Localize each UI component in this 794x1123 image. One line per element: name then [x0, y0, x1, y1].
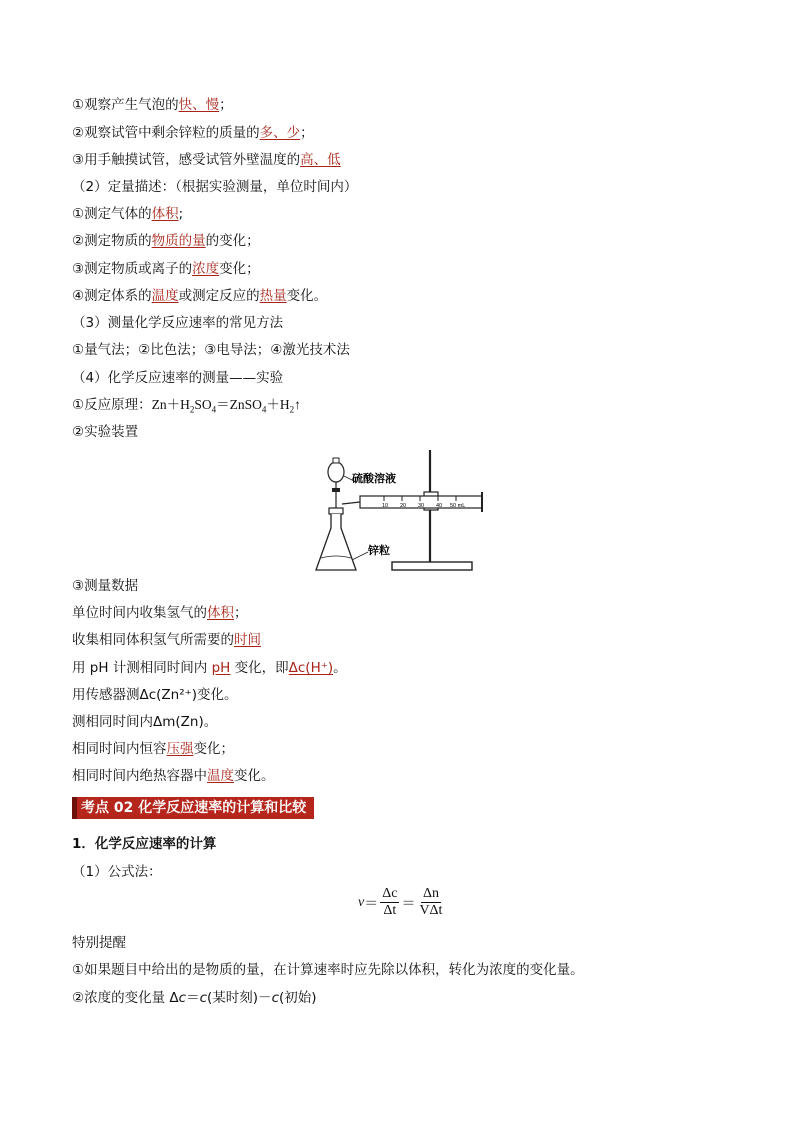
- answer: 热量: [259, 288, 287, 304]
- eq-sub: 4: [261, 404, 267, 415]
- note-1: ①如果题目中给出的是物质的量，在计算速率时应先除以体积，转化为浓度的变化量。: [72, 962, 584, 978]
- data-label: ③测量数据: [72, 578, 139, 594]
- var-c: c: [271, 990, 279, 1006]
- methods-title: （3）测量化学反应速率的常见方法: [72, 315, 284, 331]
- scale-label-50: 50 mL: [450, 503, 466, 509]
- denominator: Δt: [383, 903, 397, 918]
- data-line-2: [72, 631, 261, 649]
- eq-sub: 2: [189, 404, 195, 415]
- denominator: VΔt: [419, 903, 443, 918]
- answer: 高、低: [300, 152, 341, 168]
- eq-part: ＝ZnSO: [216, 397, 262, 412]
- text: ①测定气体的: [72, 206, 152, 222]
- data-line-5: 测相同时间内Δm(Zn)。: [72, 714, 218, 730]
- var-c: c: [178, 990, 187, 1006]
- text: ;: [178, 206, 184, 222]
- text: 的变化；: [205, 233, 260, 249]
- stand-base: [392, 562, 472, 570]
- subsection-title: 1．化学反应速率的计算: [72, 836, 217, 852]
- formula-v: v: [358, 894, 365, 910]
- text: (初始): [279, 990, 317, 1006]
- methods-text: ①量气法；②比色法；③电导法；④激光技术法: [72, 342, 350, 358]
- text: 相同时间内恒容: [72, 741, 167, 757]
- funnel-stopper: [333, 458, 339, 463]
- eq-part: ↑: [294, 397, 301, 412]
- data-line-4: 用传感器测Δc(Zn²⁺)变化。: [72, 687, 238, 703]
- answer: 温度: [207, 768, 234, 784]
- text: 变化；: [219, 261, 260, 277]
- formula-eq: ＝: [364, 896, 379, 912]
- quant-line-3: [72, 260, 260, 278]
- scale-label-20: 20: [400, 503, 407, 509]
- numerator: Δn: [422, 886, 439, 901]
- text: ；: [219, 97, 233, 113]
- text: ＝: [186, 990, 200, 1006]
- rate-formula: [358, 886, 446, 919]
- text: 或测定反应的: [178, 288, 260, 304]
- scale-label-40: 40: [436, 503, 443, 509]
- answer: 体积: [207, 605, 234, 621]
- text: ；: [300, 125, 314, 141]
- fraction-2: [417, 886, 444, 919]
- var-c: c: [199, 990, 208, 1006]
- equation: [151, 397, 301, 415]
- text: 变化。: [234, 768, 275, 784]
- text: 相同时间内绝热容器中: [72, 768, 207, 784]
- answer: 多、少: [259, 125, 301, 141]
- qual-line-3: [72, 151, 341, 169]
- answer: 体积: [151, 206, 179, 222]
- text: 用 pH 计测相同时间内: [72, 660, 212, 676]
- answer: 浓度: [192, 261, 220, 277]
- fraction-1: [380, 886, 399, 919]
- funnel-tap: [332, 488, 340, 492]
- experiment-title: （4）化学反应速率的测量——实验: [72, 370, 284, 386]
- formula-eq: ＝: [401, 896, 416, 912]
- numerator: Δc: [382, 886, 398, 901]
- data-line-7: [72, 767, 275, 785]
- quant-line-1: [72, 205, 183, 223]
- eq-sub: 4: [211, 404, 217, 415]
- data-line-3: [72, 659, 347, 677]
- text: 变化；: [193, 741, 234, 757]
- note-2: [72, 989, 317, 1007]
- text: (某时刻)－: [207, 990, 272, 1006]
- flask-stopper: [329, 508, 343, 514]
- text: ③用手触摸试管，感受试管外壁温度的: [72, 152, 301, 168]
- answer: 物质的量: [151, 233, 206, 249]
- text: ③测定物质或离子的: [72, 261, 193, 277]
- answer: pH: [211, 660, 231, 676]
- section-heading: 考点 02 化学反应速率的计算和比较: [72, 797, 314, 819]
- text: 收集相同体积氢气所需要的: [72, 632, 234, 648]
- acid-label: 硫酸溶液: [352, 472, 396, 485]
- text: 。: [333, 660, 347, 676]
- answer: 快、慢: [178, 97, 220, 113]
- qual-line-2: [72, 124, 314, 142]
- text: ②浓度的变化量 Δ: [72, 990, 179, 1006]
- connector-tube: [342, 502, 360, 504]
- answer: 压强: [166, 741, 194, 757]
- separatory-funnel: [328, 462, 344, 482]
- quant-title: （2）定量描述：（根据实验测量，单位时间内）: [72, 179, 358, 195]
- quant-line-4: [72, 287, 327, 305]
- scale-label-30: 30: [418, 503, 425, 509]
- data-line-1: [72, 604, 248, 622]
- zinc-pointer: [352, 552, 368, 560]
- text: ①观察产生气泡的: [72, 97, 179, 113]
- eq-part: ＋H: [266, 397, 290, 412]
- text: ②测定物质的: [72, 233, 152, 249]
- text: 变化，即: [230, 660, 289, 676]
- answer: 时间: [234, 632, 261, 648]
- note-title: 特别提醒: [72, 935, 126, 951]
- principle-label: ①反应原理：: [72, 397, 152, 413]
- answer: Δc(H⁺): [288, 660, 334, 676]
- conical-flask: [316, 514, 356, 570]
- text: ④测定体系的: [72, 288, 152, 304]
- qual-line-1: [72, 96, 233, 114]
- principle-line: [72, 396, 301, 414]
- text: 变化。: [286, 288, 328, 304]
- eq-part: SO: [194, 397, 212, 412]
- formula-label: （1）公式法：: [72, 864, 162, 880]
- zinc-label: 锌粒: [368, 544, 390, 557]
- text: ②观察试管中剩余锌粒的质量的: [72, 125, 260, 141]
- answer: 温度: [151, 288, 179, 304]
- text: ；: [234, 605, 248, 621]
- apparatus-label: ②实验装置: [72, 424, 139, 440]
- apparatus-figure: [312, 446, 492, 576]
- eq-sub: 2: [289, 404, 295, 415]
- text: 单位时间内收集氢气的: [72, 605, 207, 621]
- quant-line-2: [72, 232, 260, 250]
- data-line-6: [72, 740, 234, 758]
- scale-label-10: 10: [382, 503, 389, 509]
- eq-part: Zn＋H: [151, 397, 190, 412]
